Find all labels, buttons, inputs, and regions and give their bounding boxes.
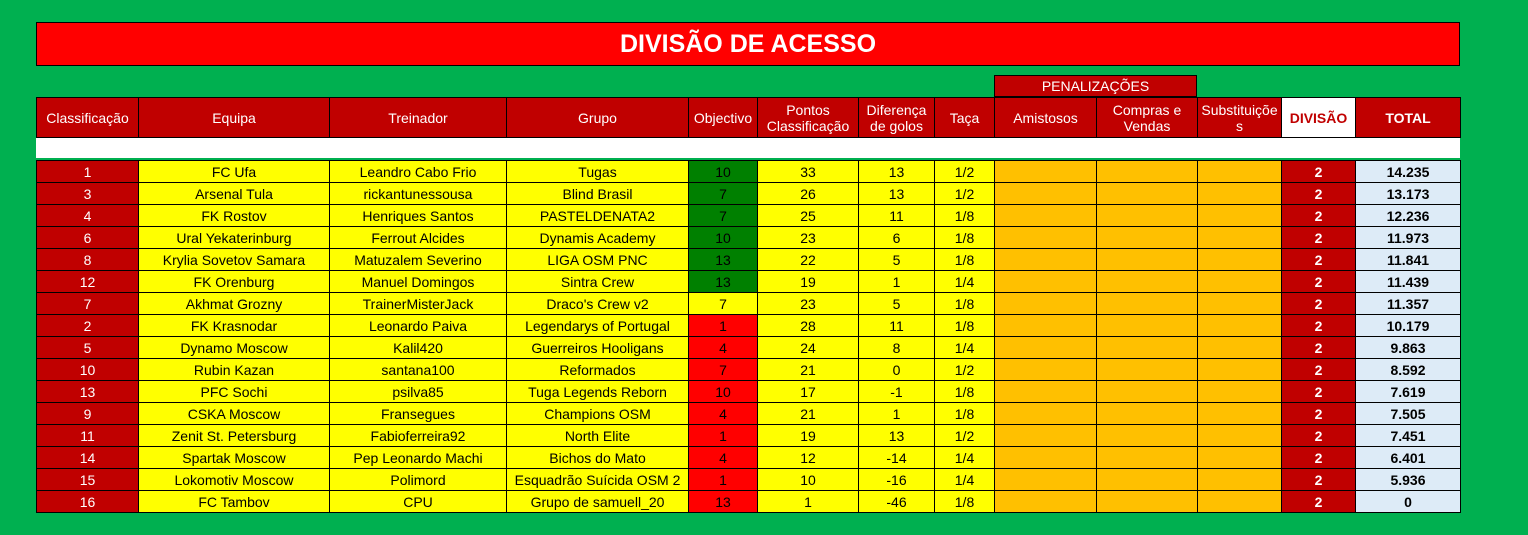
cell-diferenca: 11	[859, 205, 935, 227]
cell-diferenca: -14	[859, 447, 935, 469]
cell-grupo: Blind Brasil	[507, 183, 689, 205]
cell-pontos: 25	[758, 205, 859, 227]
cell-objectivo: 1	[689, 315, 758, 337]
table-row	[37, 227, 1461, 249]
cell-substituicoes	[1198, 469, 1282, 491]
header-divisao: DIVISÃO	[1282, 98, 1356, 138]
cell-objectivo: 1	[689, 469, 758, 491]
cell-pontos: 26	[758, 183, 859, 205]
cell-amistosos	[995, 183, 1097, 205]
cell-total: 11.841	[1356, 249, 1461, 271]
cell-classificacao: 7	[37, 293, 139, 315]
cell-classificacao: 11	[37, 425, 139, 447]
table-row	[37, 249, 1461, 271]
header-diferenca: Diferença de golos	[859, 98, 935, 138]
cell-equipa: FK Orenburg	[139, 271, 330, 293]
cell-divisao: 2	[1282, 249, 1356, 271]
cell-total: 11.439	[1356, 271, 1461, 293]
header-objectivo: Objectivo	[689, 98, 758, 138]
cell-taca: 1/2	[935, 425, 995, 447]
cell-substituicoes	[1198, 293, 1282, 315]
cell-compras	[1097, 293, 1198, 315]
cell-grupo: Sintra Crew	[507, 271, 689, 293]
cell-amistosos	[995, 491, 1097, 513]
cell-divisao: 2	[1282, 469, 1356, 491]
cell-pontos: 23	[758, 227, 859, 249]
cell-objectivo: 4	[689, 403, 758, 425]
table-row	[37, 293, 1461, 315]
cell-grupo: Champions OSM	[507, 403, 689, 425]
cell-amistosos	[995, 337, 1097, 359]
cell-objectivo: 13	[689, 491, 758, 513]
cell-diferenca: 8	[859, 337, 935, 359]
table-row	[37, 447, 1461, 469]
cell-grupo: Draco's Crew v2	[507, 293, 689, 315]
cell-diferenca: 11	[859, 315, 935, 337]
cell-taca: 1/4	[935, 447, 995, 469]
cell-total: 11.357	[1356, 293, 1461, 315]
cell-total: 12.236	[1356, 205, 1461, 227]
cell-divisao: 2	[1282, 161, 1356, 183]
cell-amistosos	[995, 425, 1097, 447]
cell-diferenca: 5	[859, 249, 935, 271]
cell-taca: 1/2	[935, 359, 995, 381]
cell-divisao: 2	[1282, 359, 1356, 381]
spacer-row	[36, 138, 1460, 158]
cell-taca: 1/8	[935, 381, 995, 403]
cell-diferenca: 1	[859, 271, 935, 293]
cell-treinador: Henriques Santos	[330, 205, 507, 227]
cell-substituicoes	[1198, 249, 1282, 271]
cell-treinador: TrainerMisterJack	[330, 293, 507, 315]
cell-classificacao: 15	[37, 469, 139, 491]
cell-compras	[1097, 337, 1198, 359]
cell-taca: 1/4	[935, 469, 995, 491]
cell-equipa: Akhmat Grozny	[139, 293, 330, 315]
cell-grupo: Grupo de samuell_20	[507, 491, 689, 513]
cell-classificacao: 1	[37, 161, 139, 183]
cell-diferenca: 5	[859, 293, 935, 315]
cell-taca: 1/2	[935, 183, 995, 205]
cell-classificacao: 5	[37, 337, 139, 359]
cell-equipa: PFC Sochi	[139, 381, 330, 403]
table-header	[36, 97, 1461, 138]
cell-compras	[1097, 205, 1198, 227]
cell-objectivo: 13	[689, 271, 758, 293]
header-amistosos: Amistosos	[995, 98, 1097, 138]
cell-substituicoes	[1198, 227, 1282, 249]
cell-treinador: rickantunessousa	[330, 183, 507, 205]
cell-treinador: Leandro Cabo Frio	[330, 161, 507, 183]
cell-substituicoes	[1198, 425, 1282, 447]
cell-treinador: Ferrout Alcides	[330, 227, 507, 249]
cell-pontos: 17	[758, 381, 859, 403]
cell-amistosos	[995, 161, 1097, 183]
cell-compras	[1097, 315, 1198, 337]
table-row	[37, 491, 1461, 513]
cell-total: 9.863	[1356, 337, 1461, 359]
cell-divisao: 2	[1282, 403, 1356, 425]
cell-grupo: North Elite	[507, 425, 689, 447]
cell-treinador: Kalil420	[330, 337, 507, 359]
cell-amistosos	[995, 381, 1097, 403]
cell-total: 8.592	[1356, 359, 1461, 381]
table-row	[37, 337, 1461, 359]
cell-pontos: 19	[758, 271, 859, 293]
cell-equipa: Rubin Kazan	[139, 359, 330, 381]
cell-grupo: Bichos do Mato	[507, 447, 689, 469]
cell-total: 5.936	[1356, 469, 1461, 491]
table-row	[37, 381, 1461, 403]
cell-equipa: Spartak Moscow	[139, 447, 330, 469]
cell-equipa: Arsenal Tula	[139, 183, 330, 205]
cell-substituicoes	[1198, 381, 1282, 403]
penalties-group-header: PENALIZAÇÕES	[994, 75, 1197, 97]
cell-diferenca: 13	[859, 425, 935, 447]
cell-substituicoes	[1198, 271, 1282, 293]
cell-objectivo: 10	[689, 381, 758, 403]
cell-compras	[1097, 183, 1198, 205]
cell-substituicoes	[1198, 161, 1282, 183]
cell-divisao: 2	[1282, 425, 1356, 447]
cell-classificacao: 9	[37, 403, 139, 425]
cell-substituicoes	[1198, 359, 1282, 381]
cell-equipa: Ural Yekaterinburg	[139, 227, 330, 249]
header-compras: Compras e Vendas	[1097, 98, 1198, 138]
cell-diferenca: 0	[859, 359, 935, 381]
cell-pontos: 10	[758, 469, 859, 491]
cell-treinador: Fransegues	[330, 403, 507, 425]
cell-pontos: 22	[758, 249, 859, 271]
cell-treinador: psilva85	[330, 381, 507, 403]
header-total: TOTAL	[1356, 98, 1461, 138]
cell-divisao: 2	[1282, 227, 1356, 249]
cell-amistosos	[995, 271, 1097, 293]
header-pontos: Pontos Classificação	[758, 98, 859, 138]
cell-compras	[1097, 403, 1198, 425]
standings-table	[36, 160, 1461, 513]
cell-taca: 1/2	[935, 161, 995, 183]
cell-amistosos	[995, 249, 1097, 271]
cell-compras	[1097, 359, 1198, 381]
cell-amistosos	[995, 293, 1097, 315]
cell-equipa: FC Ufa	[139, 161, 330, 183]
cell-amistosos	[995, 469, 1097, 491]
cell-classificacao: 12	[37, 271, 139, 293]
cell-diferenca: 1	[859, 403, 935, 425]
cell-grupo: Esquadrão Suícida OSM 2	[507, 469, 689, 491]
cell-classificacao: 16	[37, 491, 139, 513]
cell-pontos: 21	[758, 403, 859, 425]
cell-objectivo: 1	[689, 425, 758, 447]
cell-amistosos	[995, 403, 1097, 425]
cell-diferenca: 13	[859, 183, 935, 205]
cell-divisao: 2	[1282, 337, 1356, 359]
cell-objectivo: 4	[689, 447, 758, 469]
cell-objectivo: 7	[689, 205, 758, 227]
cell-pontos: 1	[758, 491, 859, 513]
cell-grupo: Tugas	[507, 161, 689, 183]
header-taca: Taça	[935, 98, 995, 138]
cell-compras	[1097, 425, 1198, 447]
cell-divisao: 2	[1282, 315, 1356, 337]
cell-equipa: FK Krasnodar	[139, 315, 330, 337]
cell-pontos: 21	[758, 359, 859, 381]
cell-grupo: Dynamis Academy	[507, 227, 689, 249]
cell-treinador: Manuel Domingos	[330, 271, 507, 293]
cell-classificacao: 6	[37, 227, 139, 249]
cell-amistosos	[995, 205, 1097, 227]
cell-treinador: santana100	[330, 359, 507, 381]
cell-grupo: Tuga Legends Reborn	[507, 381, 689, 403]
cell-pontos: 23	[758, 293, 859, 315]
header-classificacao: Classificação	[37, 98, 139, 138]
cell-divisao: 2	[1282, 293, 1356, 315]
cell-taca: 1/8	[935, 227, 995, 249]
cell-classificacao: 3	[37, 183, 139, 205]
cell-compras	[1097, 491, 1198, 513]
cell-pontos: 24	[758, 337, 859, 359]
cell-classificacao: 8	[37, 249, 139, 271]
cell-pontos: 28	[758, 315, 859, 337]
table-row	[37, 403, 1461, 425]
cell-equipa: Dynamo Moscow	[139, 337, 330, 359]
cell-treinador: Polimord	[330, 469, 507, 491]
cell-equipa: Krylia Sovetov Samara	[139, 249, 330, 271]
cell-objectivo: 4	[689, 337, 758, 359]
cell-objectivo: 10	[689, 227, 758, 249]
header-substituicoes: Substituições	[1198, 98, 1282, 138]
cell-substituicoes	[1198, 183, 1282, 205]
cell-total: 7.451	[1356, 425, 1461, 447]
cell-compras	[1097, 447, 1198, 469]
cell-diferenca: -46	[859, 491, 935, 513]
cell-classificacao: 13	[37, 381, 139, 403]
cell-total: 11.973	[1356, 227, 1461, 249]
cell-substituicoes	[1198, 491, 1282, 513]
cell-amistosos	[995, 359, 1097, 381]
cell-objectivo: 10	[689, 161, 758, 183]
cell-taca: 1/4	[935, 271, 995, 293]
cell-substituicoes	[1198, 315, 1282, 337]
cell-treinador: Pep Leonardo Machi	[330, 447, 507, 469]
cell-objectivo: 7	[689, 359, 758, 381]
cell-equipa: Lokomotiv Moscow	[139, 469, 330, 491]
cell-grupo: Legendarys of Portugal	[507, 315, 689, 337]
cell-divisao: 2	[1282, 447, 1356, 469]
cell-taca: 1/8	[935, 491, 995, 513]
cell-equipa: Zenit St. Petersburg	[139, 425, 330, 447]
cell-classificacao: 14	[37, 447, 139, 469]
cell-classificacao: 10	[37, 359, 139, 381]
cell-total: 6.401	[1356, 447, 1461, 469]
cell-diferenca: -1	[859, 381, 935, 403]
cell-total: 13.173	[1356, 183, 1461, 205]
cell-classificacao: 2	[37, 315, 139, 337]
cell-total: 10.179	[1356, 315, 1461, 337]
cell-amistosos	[995, 447, 1097, 469]
cell-total: 14.235	[1356, 161, 1461, 183]
cell-total: 7.619	[1356, 381, 1461, 403]
cell-grupo: Reformados	[507, 359, 689, 381]
table-row	[37, 183, 1461, 205]
table-row	[37, 469, 1461, 491]
cell-compras	[1097, 271, 1198, 293]
cell-diferenca: 6	[859, 227, 935, 249]
cell-substituicoes	[1198, 205, 1282, 227]
cell-equipa: FC Tambov	[139, 491, 330, 513]
cell-grupo: LIGA OSM PNC	[507, 249, 689, 271]
header-treinador: Treinador	[330, 98, 507, 138]
cell-amistosos	[995, 315, 1097, 337]
page-title: DIVISÃO DE ACESSO	[36, 22, 1460, 66]
cell-treinador: CPU	[330, 491, 507, 513]
cell-taca: 1/8	[935, 315, 995, 337]
header-equipa: Equipa	[139, 98, 330, 138]
cell-divisao: 2	[1282, 271, 1356, 293]
table-row	[37, 359, 1461, 381]
table-row	[37, 425, 1461, 447]
cell-objectivo: 13	[689, 249, 758, 271]
cell-objectivo: 7	[689, 293, 758, 315]
cell-amistosos	[995, 227, 1097, 249]
cell-compras	[1097, 227, 1198, 249]
cell-classificacao: 4	[37, 205, 139, 227]
cell-total: 0	[1356, 491, 1461, 513]
cell-taca: 1/8	[935, 403, 995, 425]
cell-taca: 1/8	[935, 293, 995, 315]
cell-divisao: 2	[1282, 381, 1356, 403]
cell-divisao: 2	[1282, 205, 1356, 227]
cell-grupo: PASTELDENATA2	[507, 205, 689, 227]
table-row	[37, 271, 1461, 293]
cell-substituicoes	[1198, 337, 1282, 359]
cell-compras	[1097, 161, 1198, 183]
cell-objectivo: 7	[689, 183, 758, 205]
cell-compras	[1097, 381, 1198, 403]
cell-divisao: 2	[1282, 491, 1356, 513]
cell-treinador: Matuzalem Severino	[330, 249, 507, 271]
table-row	[37, 205, 1461, 227]
cell-equipa: FK Rostov	[139, 205, 330, 227]
cell-diferenca: 13	[859, 161, 935, 183]
cell-treinador: Leonardo Paiva	[330, 315, 507, 337]
cell-taca: 1/4	[935, 337, 995, 359]
cell-diferenca: -16	[859, 469, 935, 491]
cell-grupo: Guerreiros Hooligans	[507, 337, 689, 359]
cell-taca: 1/8	[935, 249, 995, 271]
cell-total: 7.505	[1356, 403, 1461, 425]
header-grupo: Grupo	[507, 98, 689, 138]
cell-compras	[1097, 249, 1198, 271]
cell-pontos: 19	[758, 425, 859, 447]
cell-pontos: 33	[758, 161, 859, 183]
cell-treinador: Fabioferreira92	[330, 425, 507, 447]
cell-equipa: CSKA Moscow	[139, 403, 330, 425]
cell-taca: 1/8	[935, 205, 995, 227]
cell-compras	[1097, 469, 1198, 491]
cell-pontos: 12	[758, 447, 859, 469]
cell-divisao: 2	[1282, 183, 1356, 205]
cell-substituicoes	[1198, 447, 1282, 469]
table-row	[37, 315, 1461, 337]
cell-substituicoes	[1198, 403, 1282, 425]
table-row	[37, 161, 1461, 183]
